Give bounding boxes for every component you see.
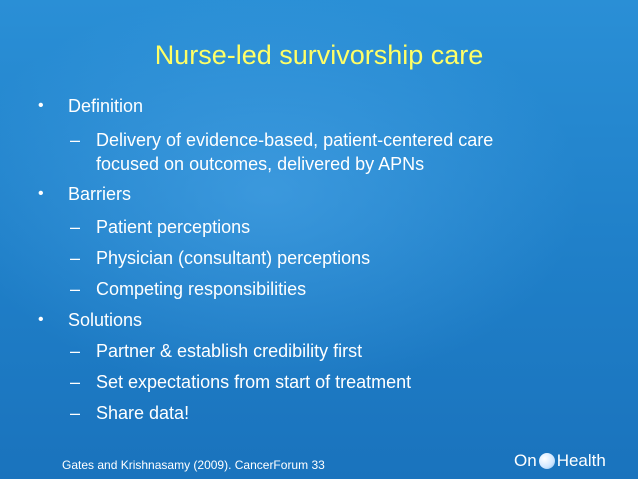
- dash-icon: –: [70, 279, 81, 299]
- section-label-solutions: Solutions: [68, 310, 143, 330]
- bullet-icon: •: [38, 185, 44, 202]
- dash-icon: –: [70, 217, 81, 237]
- section-label-barriers: Barriers: [68, 184, 132, 204]
- dash-icon: –: [70, 130, 81, 150]
- logo-text-on: On: [514, 451, 537, 470]
- solutions-item: Partner & establish credibility first: [96, 341, 363, 361]
- citation-footer: Gates and Krishnasamy (2009). CancerForum 33: [62, 458, 325, 472]
- barriers-item: Physician (consultant) perceptions: [96, 248, 371, 268]
- onhealth-logo: [514, 448, 606, 474]
- dash-icon: –: [70, 403, 81, 423]
- logo-circle-icon: [539, 453, 555, 469]
- logo-text-health: Health: [556, 451, 606, 470]
- definition-item-line-1: Delivery of evidence-based, patient-centered care: [96, 130, 494, 150]
- section-label-definition: Definition: [68, 96, 144, 116]
- definition-item-line-2: focused on outcomes, delivered by APNs: [96, 154, 425, 174]
- bullet-icon: •: [38, 97, 44, 114]
- solutions-item: Share data!: [96, 403, 190, 423]
- barriers-item: Competing responsibilities: [96, 279, 307, 299]
- barriers-item: Patient perceptions: [96, 217, 251, 237]
- dash-icon: –: [70, 341, 81, 361]
- dash-icon: –: [70, 372, 81, 392]
- bullet-icon: •: [38, 311, 44, 328]
- dash-icon: –: [70, 248, 81, 268]
- solutions-item: Set expectations from start of treatment: [96, 372, 412, 392]
- slide-title: Nurse-led survivorship care: [154, 40, 484, 70]
